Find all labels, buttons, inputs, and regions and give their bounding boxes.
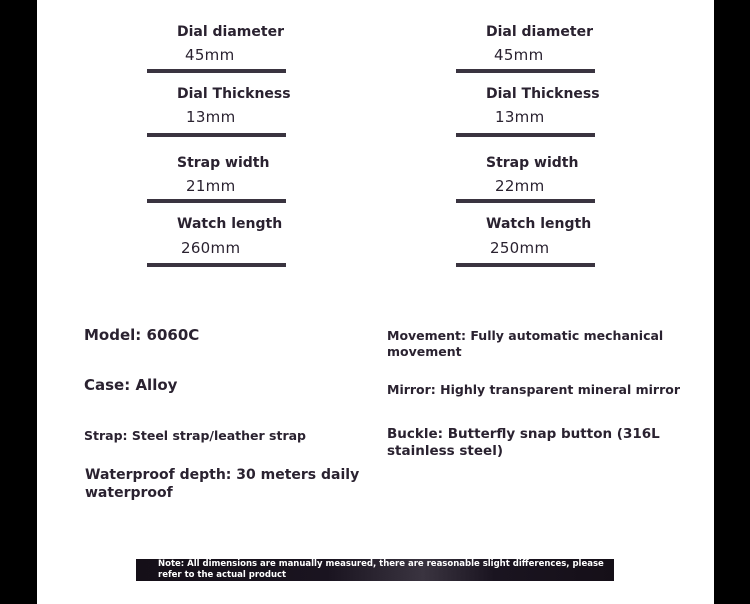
spec-label: Strap width [177, 155, 270, 171]
spec-value: 22mm [495, 177, 545, 195]
spec-value: 260mm [181, 239, 241, 257]
movement-text: Movement: Fully automatic mechanical movement [387, 328, 664, 359]
product-spec-page [37, 0, 714, 604]
spec-label: Dial Thickness [486, 86, 600, 102]
spec-label: Dial diameter [486, 24, 593, 40]
spec-label: Strap width [486, 155, 579, 171]
spec-value: 45mm [494, 46, 544, 64]
strap-text: Strap: Steel strap/leather strap [84, 428, 307, 443]
spec-value: 250mm [490, 239, 550, 257]
spec-label: Dial diameter [177, 24, 284, 40]
waterproof-text: Waterproof depth: 30 meters daily waterproof [85, 467, 360, 501]
spec-divider [147, 133, 286, 137]
spec-divider [456, 199, 595, 203]
spec-divider [456, 133, 595, 137]
spec-value: 45mm [185, 46, 235, 64]
spec-value: 13mm [495, 108, 545, 126]
model-text: Model: 6060C [84, 326, 200, 344]
case-text: Case: Alloy [84, 376, 178, 394]
spec-divider [147, 263, 286, 267]
spec-divider [456, 263, 595, 267]
spec-label: Watch length [177, 216, 283, 232]
mirror-text: Mirror: Highly transparent mineral mirror [387, 382, 681, 397]
spec-value: 21mm [186, 177, 236, 195]
buckle-text: Buckle: Butterfly snap button (316L stainless steel) [387, 426, 660, 459]
spec-divider [147, 69, 286, 73]
spec-label: Dial Thickness [177, 86, 291, 102]
spec-value: 13mm [186, 108, 236, 126]
spec-divider [456, 69, 595, 73]
spec-label: Watch length [486, 216, 592, 232]
spec-divider [147, 199, 286, 203]
measurement-note: Note: All dimensions are manually measured, there are reasonable slight differences, please refer to the actual product [136, 559, 614, 581]
